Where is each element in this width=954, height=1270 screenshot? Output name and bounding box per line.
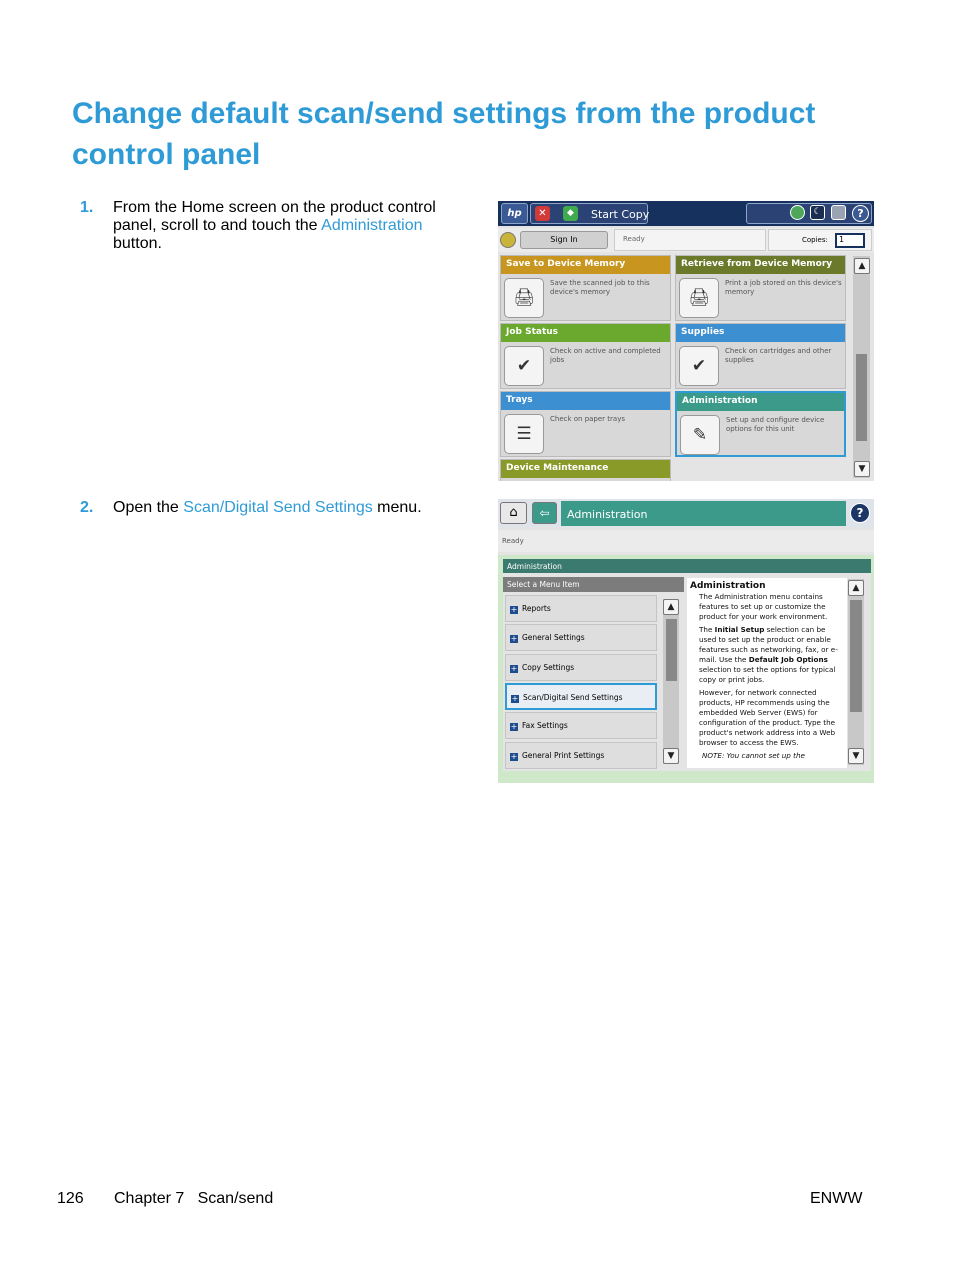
tile-retrieve-from-device-memory[interactable] — [675, 255, 846, 321]
home-screen-screenshot — [498, 201, 874, 481]
tile-description: Save the scanned job to this device's memory — [550, 279, 650, 296]
administration-link[interactable]: Administration — [321, 217, 423, 234]
stop-icon[interactable]: ✕ — [535, 206, 550, 221]
menu-item-label: General Print Settings — [522, 750, 605, 760]
back-icon[interactable]: ⇦ — [532, 502, 557, 524]
tile-header: Retrieve from Device Memory — [676, 256, 845, 274]
expand-plus-icon: + — [510, 751, 518, 761]
settings-icon[interactable] — [831, 205, 846, 220]
step-text: From the Home screen on the product control panel, scroll to and touch the — [113, 199, 436, 234]
help-scroll-thumb[interactable] — [850, 600, 862, 712]
start-copy-button[interactable] — [530, 203, 648, 224]
footer-right: ENWW — [810, 1190, 863, 1207]
step-text-end: menu. — [372, 499, 422, 516]
supplies-icon: ✔ — [679, 346, 719, 386]
help-paragraph-1: The Administration menu contains features to set up or customize the product for your work environment. — [699, 592, 828, 621]
page-number: 126 — [57, 1190, 84, 1207]
step-1 — [80, 199, 440, 253]
help-note: NOTE: You cannot set up the — [702, 751, 805, 760]
home-icon[interactable]: ⌂ — [500, 502, 527, 524]
help-icon[interactable]: ? — [850, 503, 870, 523]
help-paragraph-3: However, for network connected products, HP recommends using the embedded Web Server (EWS) for configuration of the product. Type the product's network address into a Web browser to access the EWS. — [699, 688, 836, 747]
tile-description: Check on active and completed jobs — [550, 347, 661, 364]
tile-job-status[interactable] — [500, 323, 671, 389]
hp-logo-icon[interactable]: hp — [501, 203, 528, 224]
tile-header: Trays — [501, 392, 670, 410]
tile-header: Save to Device Memory — [501, 256, 670, 274]
sleep-icon[interactable]: ☾ — [810, 205, 825, 220]
help-paragraph-2: The Initial Setup selection can be used to set up the product or enable features such as networking, fax, or e-mail. Use the Default Job Options selection to set the options for typical copy or print jobs. — [699, 625, 838, 684]
page-title: Change default scan/send settings from the product control panel — [72, 97, 816, 171]
breadcrumb: Administration — [503, 559, 871, 573]
tile-supplies[interactable] — [675, 323, 846, 389]
expand-plus-icon: + — [510, 663, 518, 673]
scroll-down-icon[interactable]: ▼ — [854, 461, 870, 477]
tile-description: Check on paper trays — [550, 415, 625, 423]
scroll-thumb[interactable] — [856, 354, 867, 441]
expand-plus-icon: + — [510, 605, 518, 614]
step-number: 1. — [80, 199, 94, 216]
network-icon[interactable] — [790, 205, 805, 220]
tile-header: Administration — [677, 393, 844, 411]
help-panel — [687, 578, 847, 768]
tile-description: Print a job stored on this device's memory — [725, 279, 842, 296]
menu-item-label: General Settings — [522, 633, 585, 643]
expand-plus-icon: + — [510, 634, 518, 644]
help-scroll-down-icon[interactable]: ▼ — [848, 748, 864, 764]
header-title: Administration — [561, 501, 846, 526]
copies-field — [768, 229, 872, 251]
refresh-icon[interactable] — [500, 232, 516, 248]
menu-item-general-print-settings[interactable] — [505, 742, 657, 769]
help-scroll-up-icon[interactable]: ▲ — [848, 580, 864, 596]
menu-item-copy-settings[interactable] — [505, 654, 657, 681]
copies-input[interactable]: 1 — [835, 233, 865, 248]
menu-item-general-settings[interactable] — [505, 624, 657, 651]
step-number: 2. — [80, 499, 94, 516]
status-text: Ready — [498, 530, 874, 552]
menu-item-label: Scan/Digital Send Settings — [523, 692, 623, 702]
scroll-up-icon[interactable]: ▲ — [854, 258, 870, 274]
sign-in-button[interactable]: Sign In — [520, 231, 608, 249]
administration-screenshot — [498, 499, 874, 783]
list-scroll-thumb[interactable] — [666, 619, 677, 681]
menu-item-label: Copy Settings — [522, 662, 575, 672]
trays-icon: ☰ — [504, 414, 544, 454]
expand-plus-icon: + — [510, 722, 518, 732]
menu-item-reports[interactable] — [505, 595, 657, 622]
tile-save-to-device-memory[interactable] — [500, 255, 671, 321]
tile-header: Job Status — [501, 324, 670, 342]
save-to-memory-icon: 🖨 — [504, 278, 544, 318]
list-scroll-down-icon[interactable]: ▼ — [663, 748, 679, 764]
start-icon[interactable]: ◆ — [563, 206, 578, 221]
menu-item-fax-settings[interactable] — [505, 712, 657, 739]
tile-administration[interactable] — [675, 391, 846, 457]
tile-device-maintenance[interactable] — [500, 459, 671, 481]
step-2 — [80, 499, 440, 517]
retrieve-from-memory-icon: 🖨 — [679, 278, 719, 318]
list-scroll-up-icon[interactable]: ▲ — [663, 599, 679, 615]
tile-description: Set up and configure device options for this unit — [726, 416, 825, 433]
menu-item-label: Reports — [522, 604, 551, 613]
tile-description: Check on cartridges and other supplies — [725, 347, 832, 364]
menu-item-label: Fax Settings — [522, 721, 568, 731]
job-status-icon: ✔ — [504, 346, 544, 386]
administration-icon: ✎ — [680, 415, 720, 455]
tile-header: Device Maintenance — [501, 460, 670, 478]
start-copy-label: Start Copy — [591, 208, 650, 221]
status-text: Ready — [614, 229, 766, 251]
tile-header: Supplies — [676, 324, 845, 342]
expand-plus-icon: + — [511, 693, 519, 703]
list-header: Select a Menu Item — [503, 577, 684, 592]
help-icon[interactable]: ? — [852, 205, 869, 222]
scan-digital-send-link[interactable]: Scan/Digital Send Settings — [183, 499, 373, 516]
chapter-label: Chapter 7 Scan/send — [114, 1190, 274, 1207]
menu-item-scan-digital-send-settings[interactable] — [505, 683, 657, 710]
step-text: Open the — [113, 499, 184, 516]
step-text-end: button. — [113, 235, 162, 252]
copies-label: Copies: — [802, 236, 828, 244]
help-heading: Administration — [690, 581, 766, 591]
tile-trays[interactable] — [500, 391, 671, 457]
